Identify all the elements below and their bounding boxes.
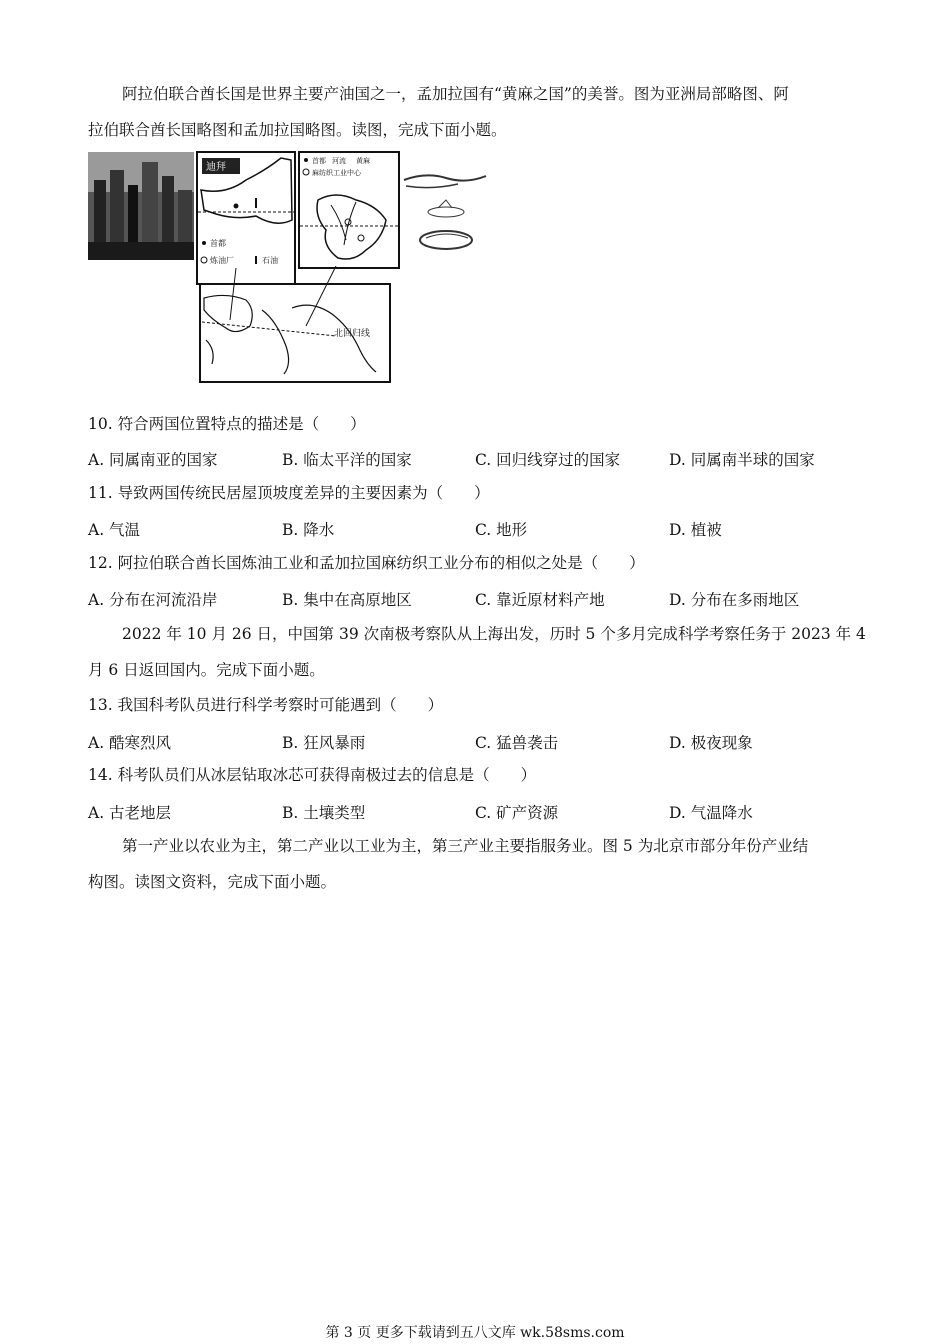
q12-option-c[interactable]: C. 靠近原材料产地 xyxy=(475,591,605,609)
q12-option-a[interactable]: A. 分布在河流沿岸 xyxy=(88,591,218,609)
question-12-options xyxy=(88,588,868,610)
q10-option-a[interactable]: A. 同属南亚的国家 xyxy=(88,451,218,469)
q13-option-a[interactable]: A. 酷寒烈风 xyxy=(88,734,172,752)
intro-paragraph-line-2: 拉伯联合酋长国略图和孟加拉国略图。读图，完成下面小题。 xyxy=(88,121,507,139)
asia-map xyxy=(200,266,390,382)
bangladesh-map xyxy=(299,152,399,268)
bd-legend-textile: 麻纺织工业中心 xyxy=(312,169,361,177)
question-14-stem: 14. 科考队员们从冰层钻取冰芯可获得南极过去的信息是（ ） xyxy=(88,766,537,784)
city-photo xyxy=(88,152,194,260)
q11-option-c[interactable]: C. 地形 xyxy=(475,521,528,539)
q10-option-c[interactable]: C. 回归线穿过的国家 xyxy=(475,451,621,469)
intro-3-line-2: 构图。读图文资料，完成下面小题。 xyxy=(88,873,337,891)
question-11-stem: 11. 导致两国传统民居屋顶坡度差异的主要因素为（ ） xyxy=(88,484,490,502)
q14-option-b[interactable]: B. 土壤类型 xyxy=(282,804,366,822)
q12-option-b[interactable]: B. 集中在高原地区 xyxy=(282,591,412,609)
question-13-stem: 13. 我国科考队员进行科学考察时可能遇到（ ） xyxy=(88,696,444,714)
q10-option-b[interactable]: B. 临太平洋的国家 xyxy=(282,451,412,469)
q11-option-b[interactable]: B. 降水 xyxy=(282,521,335,539)
intro-2-line-2: 月 6 日返回国内。完成下面小题。 xyxy=(88,661,325,679)
uae-map xyxy=(197,152,295,284)
uae-legend-capital: 首都 xyxy=(210,239,226,248)
q13-option-d[interactable]: D. 极夜现象 xyxy=(669,734,753,752)
q14-option-c[interactable]: C. 矿产资源 xyxy=(475,804,559,822)
uae-legend-refinery: 炼油厂 xyxy=(210,256,234,265)
q11-option-d[interactable]: D. 植被 xyxy=(669,521,722,539)
boats-sketch xyxy=(404,175,486,249)
q10-option-d[interactable]: D. 同属南半球的国家 xyxy=(669,451,815,469)
intro-2-line-1: 2022 年 10 月 26 日，中国第 39 次南极考察队从上海出发，历时 5 个多月完成科学考察任务于 2023 年 4 xyxy=(122,625,866,643)
q13-option-c[interactable]: C. 猛兽袭击 xyxy=(475,734,559,752)
question-10-options xyxy=(88,448,868,470)
q14-option-d[interactable]: D. 气温降水 xyxy=(669,804,753,822)
map-figure xyxy=(86,150,526,386)
q14-option-a[interactable]: A. 古老地层 xyxy=(88,804,172,822)
question-12-stem: 12. 阿拉伯联合酋长国炼油工业和孟加拉国麻纺织工业分布的相似之处是（ ） xyxy=(88,554,645,572)
question-10-stem: 10. 符合两国位置特点的描述是（ ） xyxy=(88,415,366,433)
q12-option-d[interactable]: D. 分布在多雨地区 xyxy=(669,591,800,609)
bd-legend-capital: 首都 xyxy=(312,157,326,165)
q13-option-b[interactable]: B. 狂风暴雨 xyxy=(282,734,366,752)
bd-legend-river: 河流 xyxy=(332,157,346,165)
question-11-options xyxy=(88,518,868,540)
uae-map-title: 迪拜 xyxy=(206,162,226,173)
q11-option-a[interactable]: A. 气温 xyxy=(88,521,141,539)
intro-paragraph-line-1: 阿拉伯联合酋长国是世界主要产油国之一，孟加拉国有“黄麻之国”的美誉。图为亚洲局部略图、阿 xyxy=(122,85,789,103)
page-footer: 第 3 页 更多下载请到五八文库 wk.58sms.com xyxy=(325,1325,625,1341)
question-14-options xyxy=(88,801,868,823)
tropic-label: 北回归线 xyxy=(334,329,371,339)
question-13-options xyxy=(88,731,868,753)
intro-3-line-1: 第一产业以农业为主，第二产业以工业为主，第三产业主要指服务业。图 5 为北京市部分年份产业结 xyxy=(122,837,809,855)
bd-legend-jute: 黄麻 xyxy=(356,157,370,165)
uae-legend-oil: 石油 xyxy=(262,256,278,265)
